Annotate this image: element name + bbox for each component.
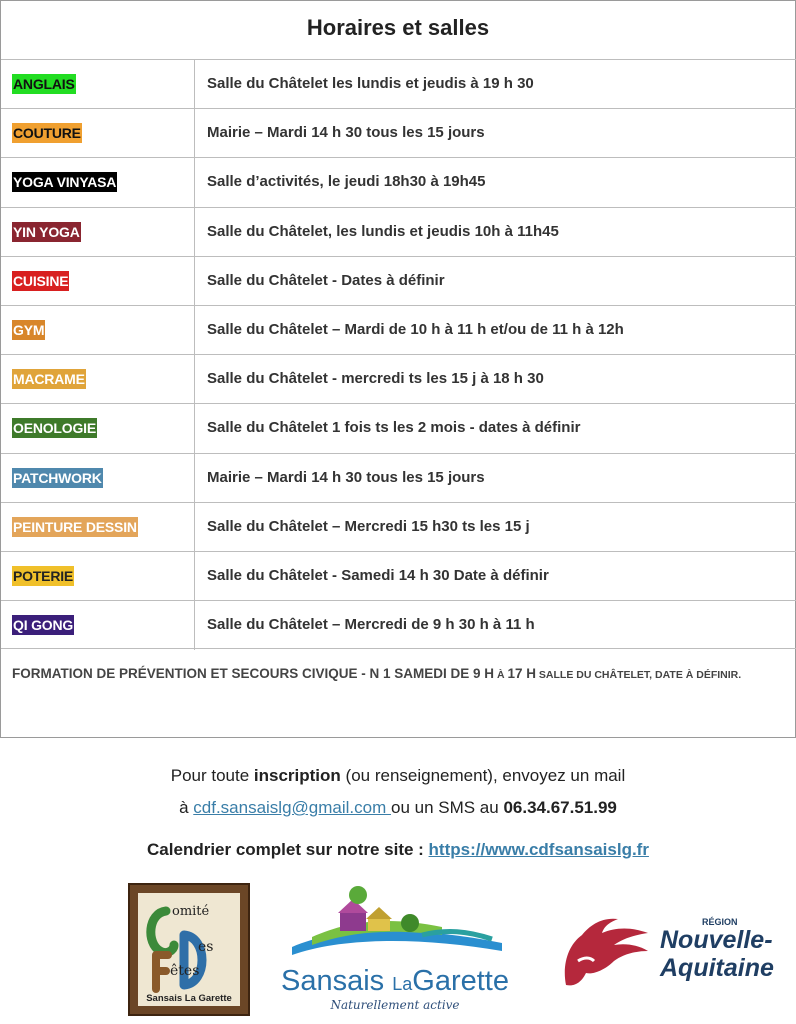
table-row xyxy=(1,207,796,256)
activity-schedule: Salle du Châtelet les lundis et jeudis à 19 h 30 xyxy=(207,75,534,92)
activity-schedule: Salle du Châtelet - Samedi 14 h 30 Date à définir xyxy=(207,566,549,584)
comite-letters-1: omité xyxy=(172,904,210,919)
table-row xyxy=(1,502,796,551)
calendar-label: Calendrier complet sur notre site : xyxy=(147,840,429,859)
activity-schedule: Salle du Châtelet – Mercredi 15 h30 ts les 15 j xyxy=(207,517,530,535)
activities-table xyxy=(1,59,796,649)
activity-label: CUISINE xyxy=(13,272,69,289)
comite-caption: Sansais La Garette xyxy=(146,993,232,1004)
phone-number: 06.34.67.51.99 xyxy=(503,798,617,817)
activity-label: PEINTURE DESSIN xyxy=(13,518,137,535)
contact-line-2 xyxy=(0,792,796,824)
sansais-la-garette-logo xyxy=(272,885,518,1020)
table-row xyxy=(1,157,796,206)
activity-label: COUTURE xyxy=(13,125,81,142)
region-line-1: Nouvelle- xyxy=(660,926,773,954)
sansais-name-small: La xyxy=(392,974,413,994)
table-row xyxy=(1,600,796,649)
activity-label: GYM xyxy=(13,321,45,338)
comite-letters-2: es xyxy=(198,939,214,955)
activity-schedule: Mairie – Mardi 14 h 30 tous les 15 jours xyxy=(207,468,485,486)
activity-label: ANGLAIS xyxy=(13,76,75,92)
activity-label: POTERIE xyxy=(13,567,74,584)
comite-logo-art xyxy=(138,893,240,998)
formation-text-1: FORMATION DE PRÉVENTION ET SECOURS CIVIQUE - N 1 SAMEDI DE 9 H xyxy=(12,666,495,681)
table-row xyxy=(1,108,796,157)
comite-letters-3: êtes xyxy=(170,963,200,979)
formation-text-4: SALLE DU CHÂTELET, DATE À DÉFINIR. xyxy=(536,669,742,681)
sansais-name-a: Sansais xyxy=(281,965,393,997)
contact-line-1 xyxy=(0,760,796,792)
contact-line1-post: (ou renseignement), envoyez un mail xyxy=(340,766,626,785)
activity-schedule: Salle du Châtelet – Mercredi de 9 h 30 h à 11 h xyxy=(207,616,535,634)
table-row xyxy=(1,453,796,502)
formation-text-2: À xyxy=(494,669,508,681)
region-label: RÉGION xyxy=(702,917,738,927)
activity-schedule: Salle du Châtelet - mercredi ts les 15 j à 18 h 30 xyxy=(207,370,544,388)
column-divider xyxy=(194,59,195,650)
contact-line2-mid: ou un SMS au xyxy=(390,798,504,817)
region-line-2: Aquitaine xyxy=(660,954,774,982)
table-row xyxy=(1,403,796,452)
activity-label: MACRAME xyxy=(13,371,85,388)
activity-schedule: Salle du Châtelet - Dates à définir xyxy=(207,271,445,289)
activity-schedule: Mairie – Mardi 14 h 30 tous les 15 jours xyxy=(207,124,485,142)
website-link[interactable]: https://www.cdfsansaislg.fr xyxy=(428,840,649,859)
activity-label: YIN YOGA xyxy=(13,223,80,240)
sansais-landscape-icon xyxy=(272,885,518,965)
activity-label: OENOLOGIE xyxy=(13,420,96,437)
comite-des-fetes-logo xyxy=(128,883,250,1016)
table-row xyxy=(1,354,796,403)
region-nouvelle-aquitaine-logo xyxy=(556,905,792,997)
table-row xyxy=(1,256,796,305)
formation-text-3: 17 H xyxy=(507,666,537,681)
activity-schedule: Salle du Châtelet, les lundis et jeudis 10h à 11h45 xyxy=(207,222,559,240)
activity-label: YOGA VINYASA xyxy=(13,174,117,191)
activity-schedule: Salle du Châtelet 1 fois ts les 2 mois - dates à définir xyxy=(207,419,581,437)
formation-note xyxy=(12,663,782,686)
sansais-tagline: Naturellement active xyxy=(330,998,460,1012)
calendar-line xyxy=(0,840,796,860)
sansais-name-b: Garette xyxy=(412,965,509,997)
activity-schedule: Salle d’activités, le jeudi 18h30 à 19h45 xyxy=(207,173,486,191)
contact-line2-pre: à xyxy=(179,798,194,817)
email-link[interactable]: cdf.sansaislg@gmail.com xyxy=(193,798,391,817)
contact-info xyxy=(0,760,796,824)
activity-label: PATCHWORK xyxy=(13,469,102,486)
activity-schedule: Salle du Châtelet – Mardi de 10 h à 11 h et/ou de 11 h à 12h xyxy=(207,320,624,338)
table-row xyxy=(1,305,796,354)
activity-label: QI GONG xyxy=(13,617,74,634)
inscription-word: inscription xyxy=(253,766,341,785)
table-row xyxy=(1,551,796,600)
sansais-name xyxy=(272,965,518,998)
lion-icon xyxy=(556,905,656,997)
table-row xyxy=(1,59,796,108)
contact-line1-pre: Pour toute xyxy=(170,766,254,785)
page-title: Horaires et salles xyxy=(306,15,490,40)
